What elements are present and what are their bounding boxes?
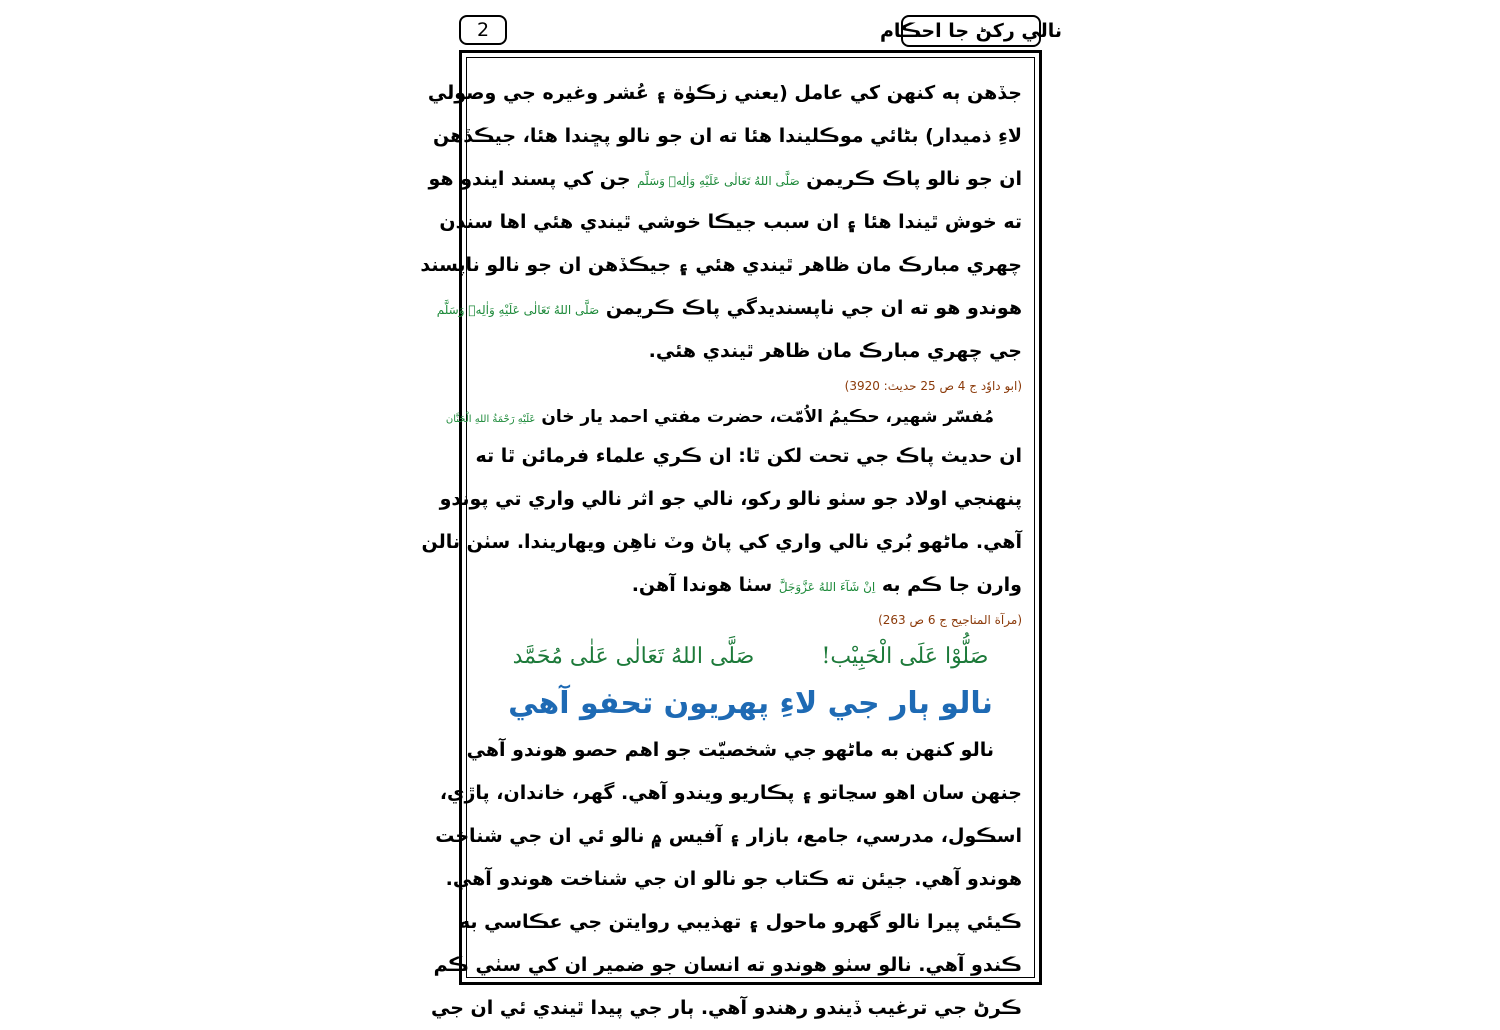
text-line: [479, 564, 1022, 607]
text-line: چهري مبارڪ مان ظاهر ٿيندي هئي ۽ جيڪڏهن ان جو نالو ناپسند: [420, 254, 1022, 276]
text-line: جي چهري مبارڪ مان ظاهر ٿيندي هئي.: [648, 340, 1022, 362]
author-attribution: [445, 399, 1022, 435]
text-line: ته خوش ٿيندا هئا ۽ ان سبب جيڪا خوشي ٿيندي هئي اها سندن: [439, 211, 1022, 233]
text-line: جنهن سان اهو سڃاتو ۽ پڪاريو ويندو آهي. گهر، خاندان، پاڙي،: [439, 782, 1022, 804]
reference-citation: (ابو داوٗد ج 4 ص 25 حديث: 3920): [844, 379, 1022, 393]
text-line: اسڪول، مدرسي، جامع، بازار ۽ آفيس ۾ نالو ئي ان جي شناخت: [435, 825, 1022, 847]
book-title: نالي رکڻ جا احڪام: [901, 15, 1041, 47]
page-frame: [420, 50, 1042, 1019]
text-segment: سٺا هوندا آهن.: [631, 574, 773, 596]
text-line: [428, 158, 1022, 201]
text-segment: وارن جا ڪم به: [881, 574, 1022, 596]
durood-inline: صَلَّى اللهُ تَعَالٰى عَلَيْهِ وَاٰلِهٖ وَسَلَّم: [637, 174, 800, 188]
paragraph-2: [421, 435, 1022, 607]
text-segment: جن کي پسند ايندو هو: [428, 168, 631, 190]
text-line: آهي. ماڻهو بُري نالي واري کي پاڻ وٽ ناهِن ويهاريندا. سٺن نالن: [421, 531, 1022, 553]
section-heading: نالو ٻار جي لاءِ پهريون تحفو آهي: [508, 686, 993, 721]
text-line: ڪرڻ جي ترغيب ڏيندو رهندو آهي. ٻار جي پيدا ٿيندي ئي ان جي: [431, 997, 1022, 1019]
text-line: ان حديث پاڪ جي تحت لکن ٿا: ان ڪري علماء فرمائن ٿا ته: [475, 445, 1022, 467]
text-line: ڪندو آهي. نالو سٺو هوندو ته انسان جو ضمير ان کي سٺي ڪم: [433, 954, 1022, 976]
author-name: مُفسّر شهير، حڪيمُ الاُمّت، حضرت مفتي احمد يار خان: [541, 407, 994, 427]
page-frame-inner: [420, 57, 1035, 1019]
text-line: پنهنجي اولاد جو سٺو نالو رکو، نالي جو اثر نالي واري تي پوندو: [439, 488, 1022, 510]
page-number: 2: [459, 15, 507, 45]
text-line: [436, 287, 1022, 330]
greeting-left: صَلَّى اللهُ تَعَالٰى عَلٰى مُحَمَّد: [512, 643, 755, 669]
text-line: هوندو آهي. جيئن ته ڪتاب جو نالو ان جي شناخت هوندو آهي.: [445, 868, 1022, 890]
inshallah-inline: اِنْ شَآءَ اللهُ عَزَّوَجَلَّ: [778, 580, 876, 594]
text-line: لاءِ ذميدار) بڻائي موڪليندا هئا ته ان جو نالو پڇندا هئا، جيڪڏهن: [432, 125, 1022, 147]
text-line: نالو کنهن به ماڻهو جي شخصيّت جو اهم حصو هوندو آهي: [466, 739, 994, 761]
reference-citation: (مرآة المناجيح ج 6 ص 263): [878, 613, 1022, 627]
paragraph-3: [431, 729, 1022, 1030]
author-honorific: عَلَيْهِ رَحْمَةُ اللهِ الْحَنَّان: [445, 414, 536, 425]
text-line: ڪيئي پيرا نالو گهرو ماحول ۽ تهذيبي روايتن جي عڪاسي به: [458, 911, 1022, 933]
paragraph-1: [420, 72, 1022, 373]
page-content: [420, 72, 1022, 1030]
text-segment: ان جو نالو پاڪ ڪريمن: [806, 168, 1022, 190]
text-segment: هوندو هو ته ان جي ناپسنديدگي پاڪ ڪريمن: [605, 297, 1022, 319]
greeting-right: صَلُّوْا عَلَى الْحَبِيْب!: [821, 643, 989, 669]
durood-inline: صَلَّى اللهُ تَعَالٰى عَلَيْهِ وَاٰلِهٖ وَسَلَّم: [436, 303, 600, 317]
text-line: جڏهن ٻه کنهن کي عامل (يعني زڪوٰة ۽ عُشر وغيره جي وصولي: [427, 82, 1022, 104]
durood-greeting: [479, 633, 1022, 679]
